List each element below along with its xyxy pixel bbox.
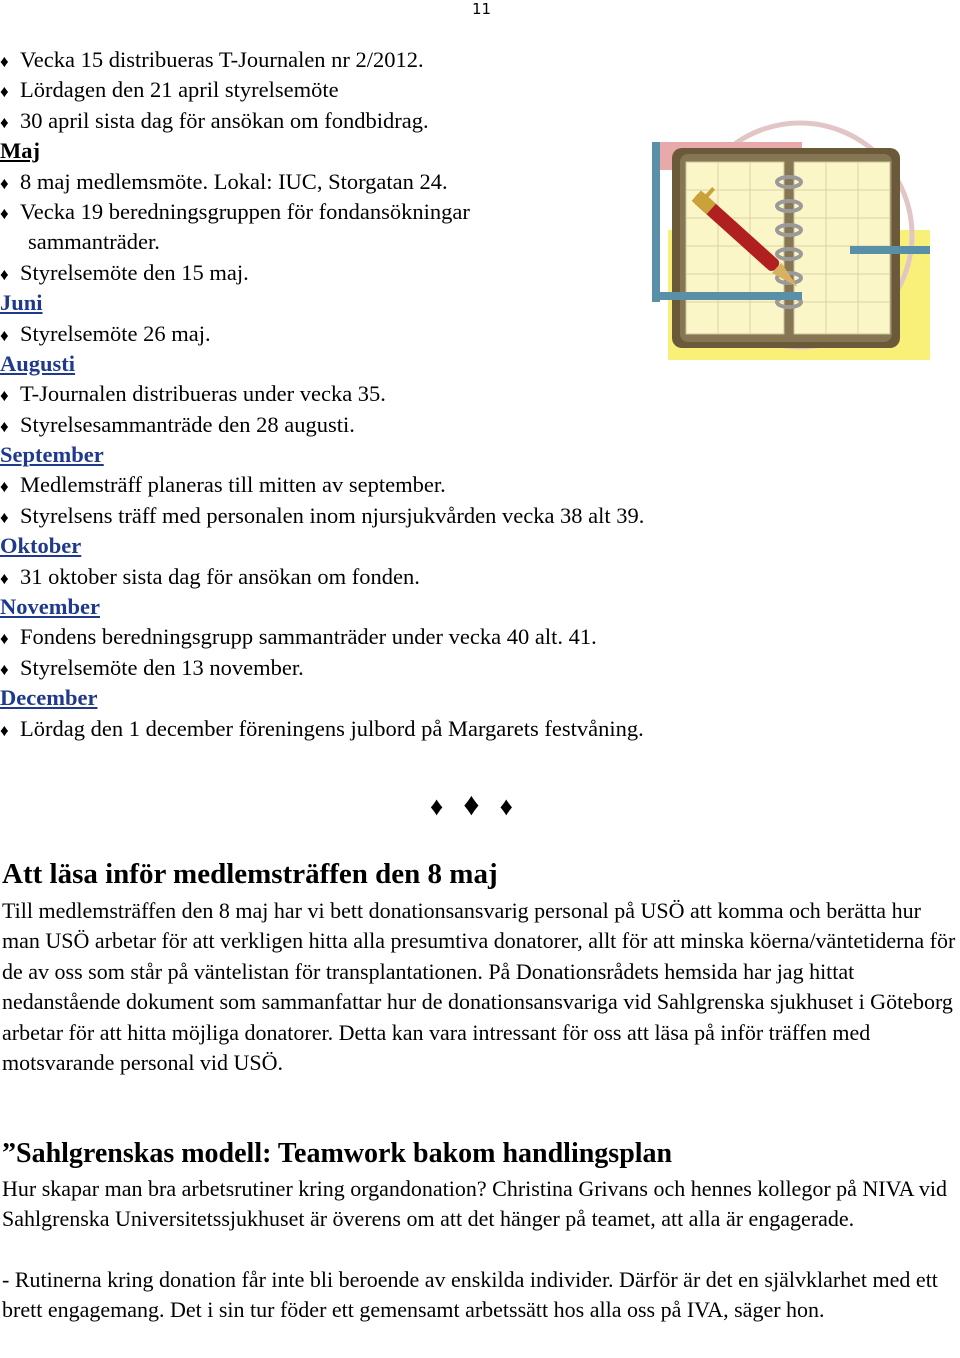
schedule-item-text: Medlemsträff planeras till mitten av september. (20, 472, 446, 498)
month-label: September (0, 442, 104, 468)
article-title: Att läsa inför medlemsträffen den 8 maj (2, 858, 498, 890)
calendar-icon (650, 120, 932, 365)
schedule-item (0, 653, 960, 683)
schedule-item-text: 31 oktober sista dag för ansökan om fonden. (20, 563, 420, 589)
diamond-bullet-icon: ♦ (0, 720, 9, 740)
schedule-item-text: Styrelsemöte den 15 maj. (20, 259, 249, 285)
schedule-item-text: 8 maj medlemsmöte. Lokal: IUC, Storgatan 24. (20, 168, 448, 194)
schedule-item-text: sammanträder. (28, 229, 160, 255)
month-label: Juni (0, 290, 43, 316)
month-label: Oktober (0, 533, 82, 559)
diamond-bullet-icon: ♦ (0, 416, 9, 436)
diamond-bullet-icon: ♦ (0, 82, 9, 102)
article-paragraph: Till medlemsträffen den 8 maj har vi bett donationsansvarig personal på USÖ att komma och berätta hur man USÖ arbetar för att verkligen hitta alla presumtiva donatorer, allt för att minska köerna/väntetiderna för de av oss som står på väntelistan för transplantationen. På Donationsrådets hemsida har jag hittat nedanstående dokument som sammanfattar hur de donationsansvariga vid Sahlgrenska sjukhuset i Göteborg arbetar för att hitta möjliga donatorer. Detta kan vara intressant för oss att läsa på inför träffen med motsvarande personal vid USÖ. (2, 898, 956, 1076)
section-paragraph-2: - Rutinerna kring donation får inte bli beroende av enskilda individer. Därför är det en självklarhet med ett brett engagemang. Det i sin tur föder ett gemensamt arbetssätt hos alla oss på IVA, säger hon. (2, 1267, 938, 1323)
diamond-bullet-icon: ♦ (0, 264, 9, 284)
schedule-item (0, 501, 960, 531)
schedule-item (0, 410, 960, 440)
schedule-item-text: Styrelsemöte den 13 november. (20, 654, 304, 680)
diamond-icon: ♦ (499, 792, 533, 821)
schedule-item-text: Lördag den 1 december föreningens julbord på Margarets festvåning. (20, 715, 644, 741)
diamond-bullet-icon: ♦ (0, 386, 9, 406)
page-number: 11 (472, 0, 492, 18)
diamond-bullet-icon: ♦ (0, 568, 9, 588)
section-title: ”Sahlgrenskas modell: Teamwork bakom handlingsplan (2, 1138, 673, 1169)
diamond-bullet-icon: ♦ (0, 477, 9, 497)
schedule-item-text: Lördagen den 21 april styrelsemöte (20, 77, 339, 103)
schedule-item-text: Styrelsens träff med personalen inom njursjukvården vecka 38 alt 39. (20, 502, 645, 528)
month-heading (0, 440, 960, 470)
schedule-item-text: Fondens beredningsgrupp sammanträder under vecka 40 alt. 41. (20, 624, 597, 650)
diamond-bullet-icon: ♦ (0, 52, 9, 71)
section-divider (430, 786, 533, 823)
schedule-item (0, 379, 960, 409)
schedule-item-text: Styrelsesammanträde den 28 augusti. (20, 411, 355, 437)
diamond-bullet-icon: ♦ (0, 659, 9, 679)
month-label: Augusti (0, 350, 76, 376)
month-label: Maj (0, 138, 40, 164)
month-label: December (0, 685, 98, 711)
schedule-item (0, 75, 960, 105)
month-heading (0, 531, 960, 561)
schedule-item-text: 30 april sista dag för ansökan om fondbidrag. (20, 107, 429, 133)
diamond-bullet-icon: ♦ (0, 507, 9, 527)
month-heading (0, 683, 960, 713)
month-heading (0, 592, 960, 622)
section-paragraph-1: Hur skapar man bra arbetsrutiner kring organdonation? Christina Grivans och hennes kollegor på NIVA vid Sahlgrenska Universitetssjukhuset är överens om att det hänger på teamet, att alla är engagerade. (2, 1176, 947, 1232)
diamond-bullet-icon: ♦ (0, 629, 9, 649)
diamond-bullet-icon: ♦ (0, 325, 9, 345)
diamond-icon: ♦ (430, 792, 464, 821)
diamond-icon: ♦ (463, 786, 500, 822)
schedule-item-text: T-Journalen distribueras under vecka 35. (20, 381, 386, 407)
schedule-item (0, 470, 960, 500)
schedule-item (0, 45, 960, 75)
diamond-bullet-icon: ♦ (0, 203, 9, 223)
diamond-bullet-icon: ♦ (0, 112, 9, 132)
schedule-item (0, 714, 960, 744)
schedule-item (0, 622, 960, 652)
month-label: November (0, 594, 100, 620)
schedule-item (0, 562, 960, 592)
schedule-item-text: Vecka 19 beredningsgruppen för fondansökningar (20, 198, 470, 224)
diamond-bullet-icon: ♦ (0, 173, 9, 193)
schedule-item-text: Vecka 15 distribueras T-Journalen nr 2/2012. (20, 47, 424, 72)
schedule-item-text: Styrelsemöte 26 maj. (20, 320, 211, 346)
